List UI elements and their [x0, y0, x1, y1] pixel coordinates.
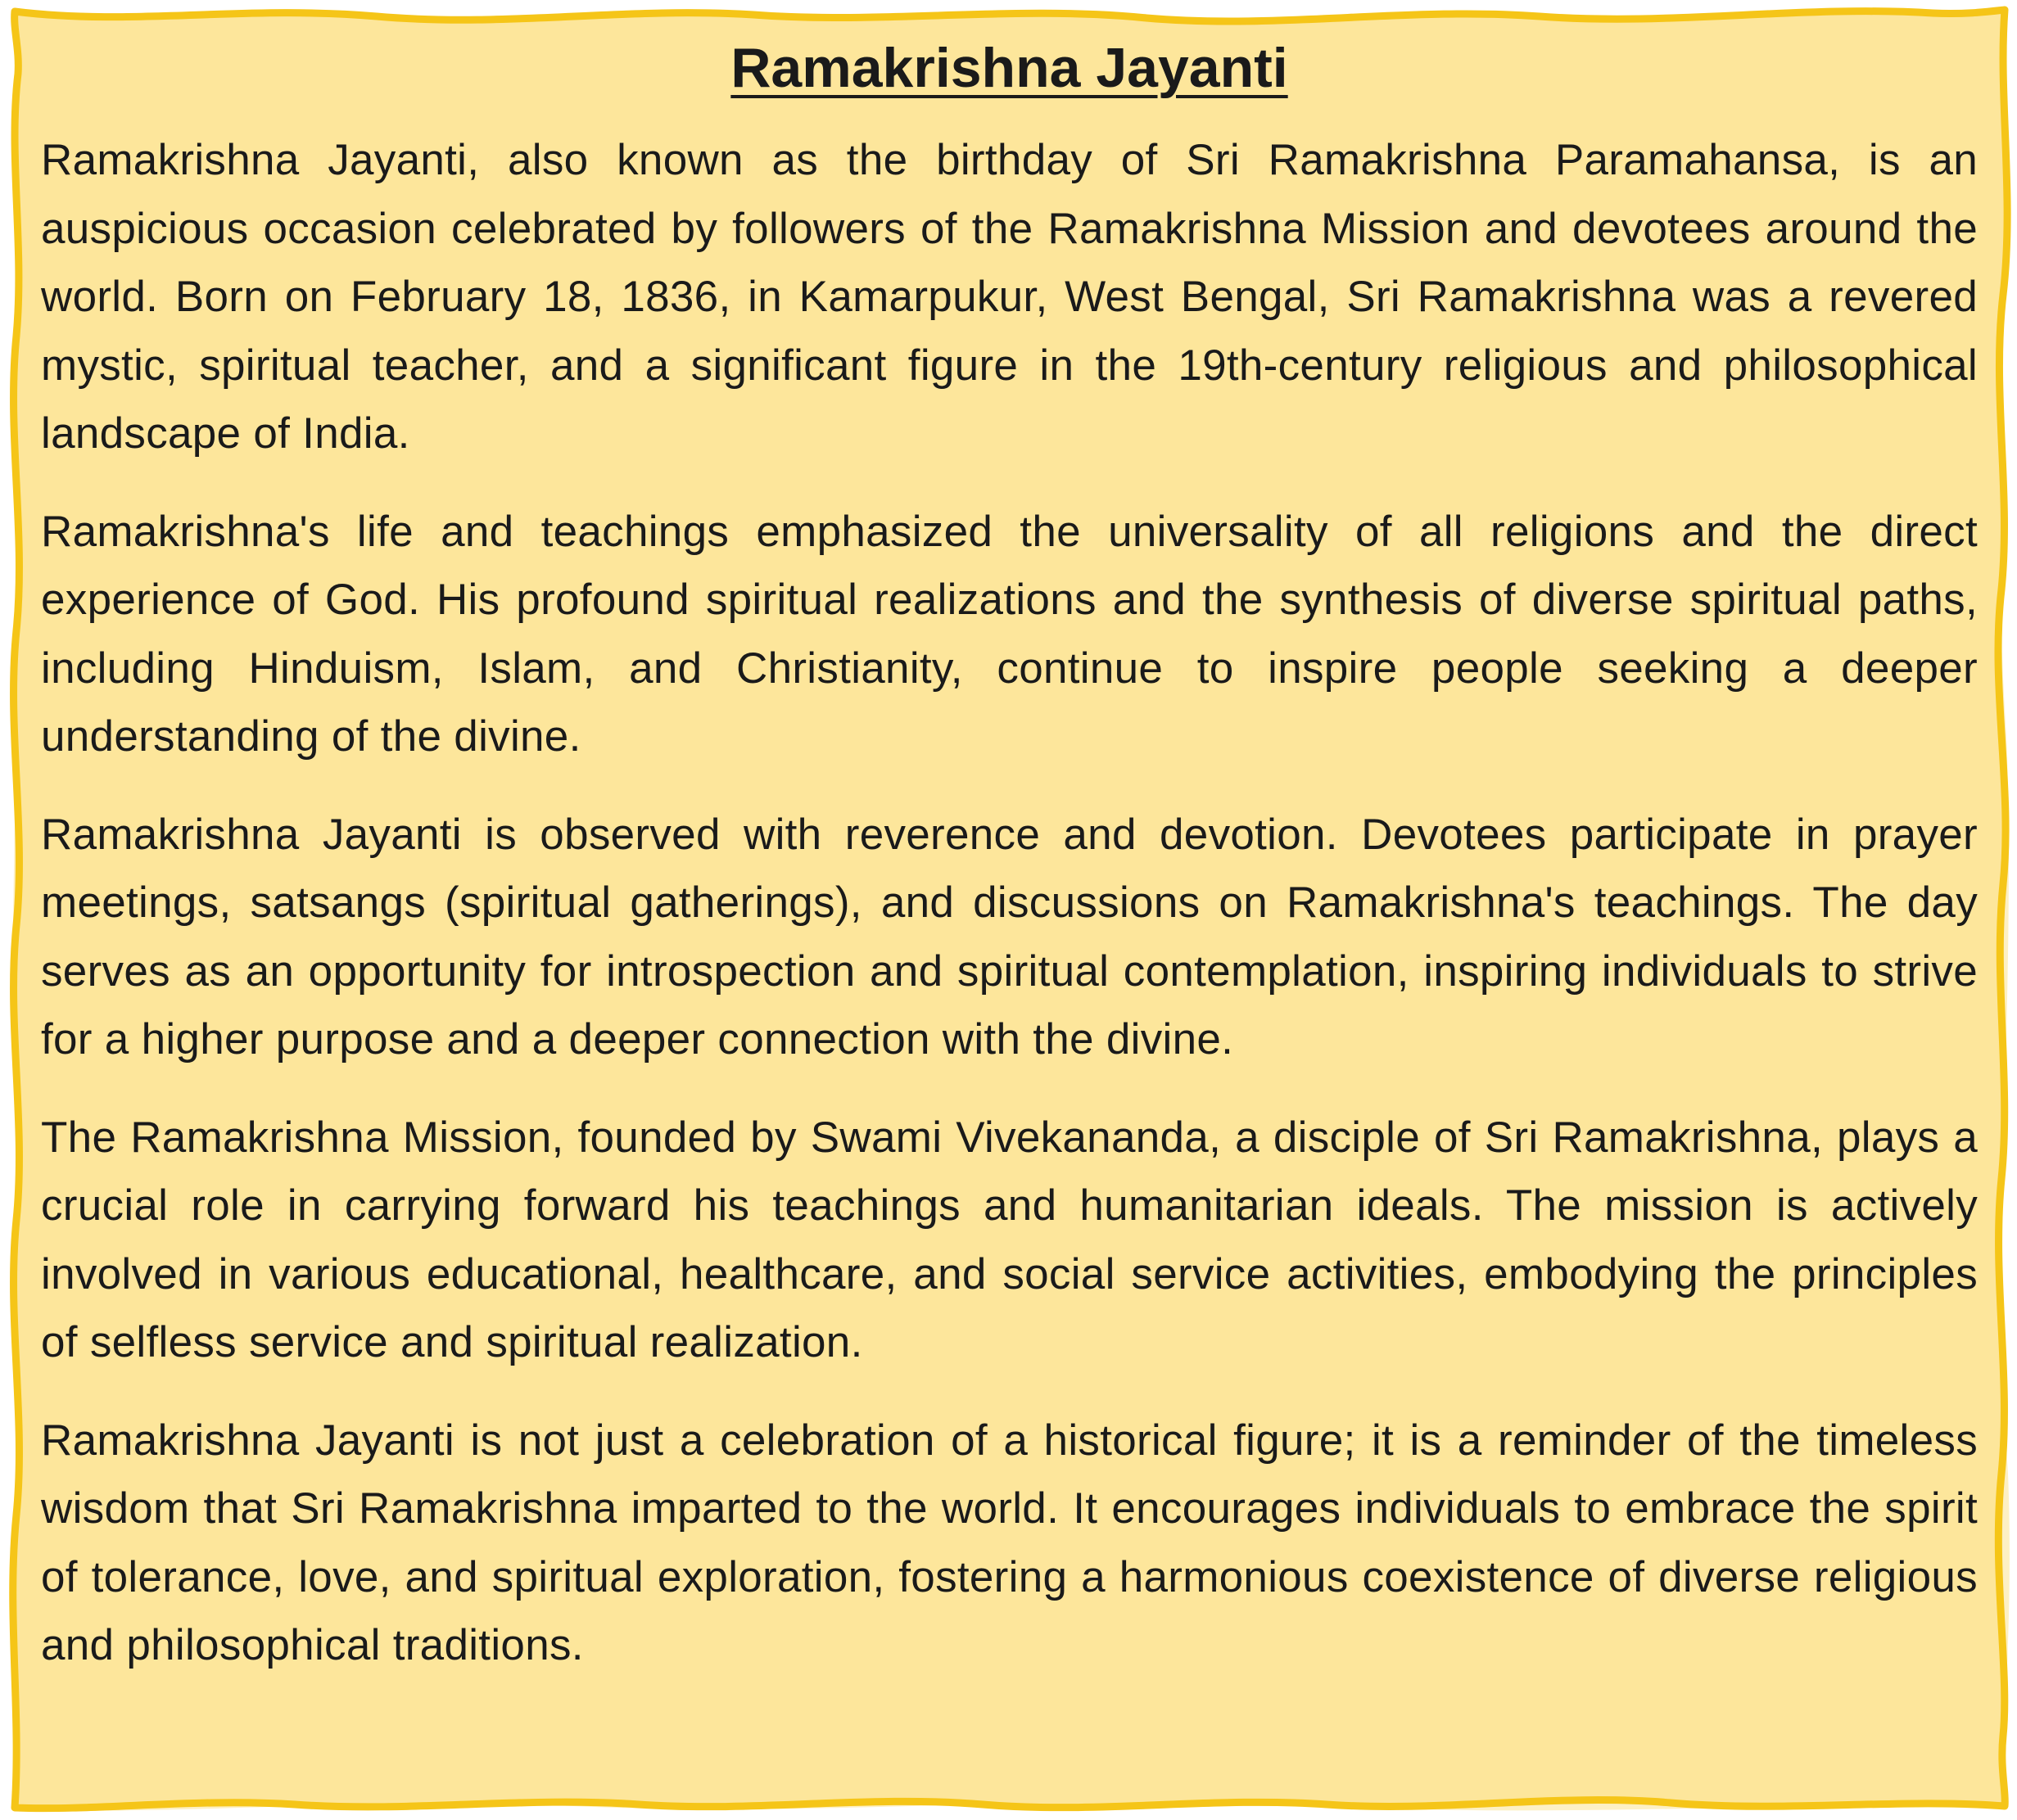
page-title-text: Ramakrishna Jayanti	[730, 37, 1288, 99]
paragraph-5: Ramakrishna Jayanti is not just a celebration of a historical figure; it is a reminder of the timeless wisdom that Sri Ramakrishna imparted to the world. It encourages individuals to embrace the spirit of tolerance, love, and spiritual exploration, fostering a harmonious coexistence of diverse religious and philosophical traditions.	[41, 1416, 1978, 1669]
page-title	[41, 31, 1978, 105]
document-content	[41, 31, 1978, 1791]
paragraph-2: Ramakrishna's life and teachings emphasized the universality of all religions and the direct experience of God. His profound spiritual realizations and the synthesis of diverse spiritual paths, including Hinduism, Islam, and Christianity, continue to inspire people seeking a deeper understanding of the divine.	[41, 507, 1978, 761]
paragraph-3: Ramakrishna Jayanti is observed with reverence and devotion. Devotees participate in prayer meetings, satsangs (spiritual gatherings), and discussions on Ramakrishna's teachings. The day serves as an opportunity for introspection and spiritual contemplation, inspiring individuals to strive for a higher purpose and a deeper connection with the divine.	[41, 810, 1978, 1064]
paragraph-1: Ramakrishna Jayanti, also known as the birthday of Sri Ramakrishna Paramahansa, is an auspicious occasion celebrated by followers of the Ramakrishna Mission and devotees around the world. Born on February 18, 1836, in Kamarpukur, West Bengal, Sri Ramakrishna was a revered mystic, spiritual teacher, and a significant figure in the 19th-century religious and philosophical landscape of India.	[41, 136, 1978, 458]
paragraph-4: The Ramakrishna Mission, founded by Swami Vivekananda, a disciple of Sri Ramakrishna, plays a crucial role in carrying forward his teachings and humanitarian ideals. The mission is actively involved in various educational, healthcare, and social service activities, embodying the principles of selfless service and spiritual realization.	[41, 1113, 1978, 1366]
